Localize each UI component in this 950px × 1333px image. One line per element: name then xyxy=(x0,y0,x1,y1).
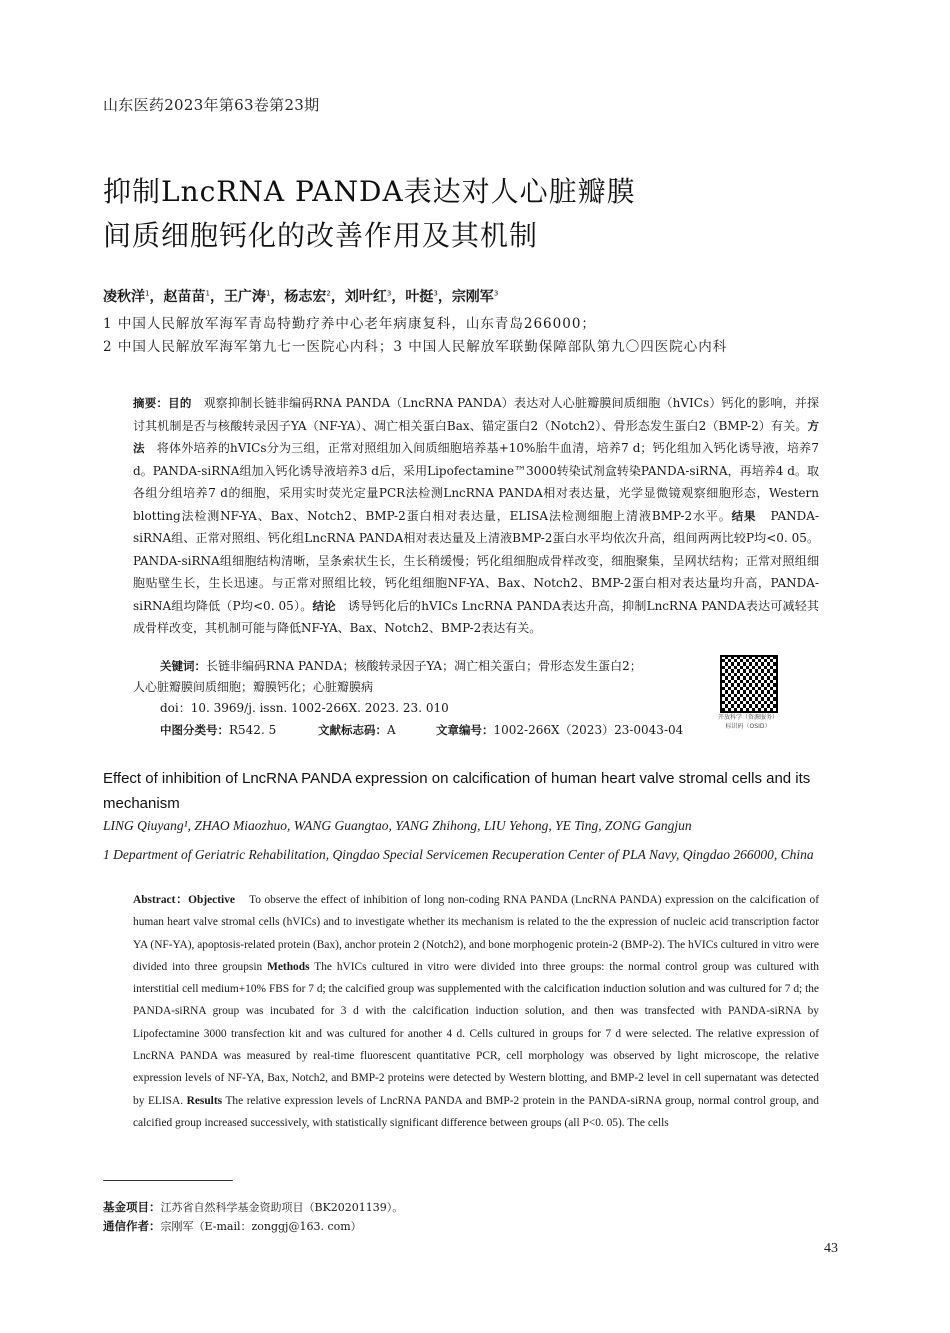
english-authors: LING Qiuyang¹, ZHAO Miaozhuo, WANG Guangtao, YANG Zhihong, LIU Yehong, YE Ting, ZONG Gangjun xyxy=(103,818,692,833)
qr-code-label: 开放科学（资源服务） 标识码（OSID） xyxy=(717,714,778,730)
title-line-1: 抑制LncRNA PANDA表达对人心脏瓣膜 xyxy=(103,175,636,208)
doi: doi：10. 3969/j. issn. 1002-266X. 2023. 23. 010 xyxy=(160,701,449,715)
author: 凌秋洋 xyxy=(103,289,145,305)
affiliation-1: 1 中国人民解放军海军青岛特勤疗养中心老年病康复科，山东青岛266000； xyxy=(103,316,596,332)
author: 赵苗苗 xyxy=(163,289,206,305)
author: 叶挺 xyxy=(405,289,434,305)
title-line-2: 间质细胞钙化的改善作用及其机制 xyxy=(103,219,539,252)
document-code: 文献标志码：A xyxy=(318,723,396,737)
page-number: 43 xyxy=(824,1241,838,1256)
english-title: Effect of inhibition of LncRNA PANDA expression on calcification of human heart valve stromal cells and its mechanism xyxy=(103,770,811,812)
abstract-english: Abstract：Objective To observe the effect of inhibition of long non-coding RNA PANDA (LncRNA PANDA) expression on the calcification of human heart valve stromal cells (hVICs) and to investigate whether its mechanism is related to the the expression of nucleic acid transcription factor YA (NF-YA), apoptosis-related protein (Bax), anchor protein 2 (Notch2), and bone morphogenic protein-2 (BMP-2). The hVICs cultured in vitro were divided into three groupsin Methods The hVICs cultured in vitro were divided into three groups: the normal control group was cultured with interstitial cell medium+10% FBS for 7 d; the calcified group was supplemented with the calcification induction solution and was cultured for 7 d; the PANDA-siRNA group was incubated for 3 d with the calcification induction solution, and then was transfected with PANDA-siRNA by Lipofectamine 3000 transfection kit and was cultured for another 4 d. Cells cultured in groups for 7 d were selected. The relative expression of LncRNA PANDA was measured by real-time fluorescent quantitative PCR, cell morphology was observed by light microscope, the relative expression levels of NF-YA, Bax, Notch2, and BMP-2 proteins were detected by Western blotting, and BMP-2 level in cell supernatant was detected by ELISA. Results The relative expression levels of LncRNA PANDA and BMP-2 protein in the PANDA-siRNA group, normal control group, and calcified group increased successively, with statistically significant difference between groups (all P<0. 05). The cells xyxy=(133,894,820,1129)
author: 刘叶红 xyxy=(344,289,387,305)
keywords-continued: 人心脏瓣膜间质细胞；瓣膜钙化；心脏瓣膜病 xyxy=(133,680,374,694)
english-affiliation: 1 Department of Geriatric Rehabilitation, Qingdao Special Servicemen Recuperation Center of PLA Navy, Qingdao 266000, China xyxy=(103,847,814,862)
funding-note: 基金项目：江苏省自然科学基金资助项目（BK20201139）。 xyxy=(103,1200,404,1214)
author: 杨志宏 xyxy=(284,289,327,305)
article-title xyxy=(103,170,636,258)
author-list: 凌秋洋$^1$，赵苗苗$^1$，王广涛$^1$，杨志宏$^2$，刘叶红$^3$，叶挺$^3$，宗刚军$^3$ xyxy=(103,289,499,305)
abstract-chinese: 摘要：目的 观察抑制长链非编码RNA PANDA（LncRNA PANDA）表达对人心脏瓣膜间质细胞（hVICs）钙化的影响，并探讨其机制是否与核酸转录因子YA（NF-YA）、凋亡相关蛋白Bax、锚定蛋白2（Notch2）、骨形态发生蛋白2（BMP-2）有关。方法 将体外培养的hVICs分为三组，正常对照组加入间质细胞培养基+10%胎牛血清，培养7 d；钙化组加入钙化诱导液，培养7 d。PANDA-siRNA组加入钙化诱导液培养3 d后，采用Lipofectamine™3000转染试剂盒转染PANDA-siRNA，再培养4 d。取各组分组培养7 d的细胞，采用实时荧光定量PCR法检测LncRNA PANDA相对表达量，光学显微镜观察细胞形态，Western blotting法检测NF-YA、Bax、Notch2、BMP-2蛋白相对表达量，ELISA法检测细胞上清液BMP-2水平。结果 PANDA-siRNA组、正常对照组、钙化组LncRNA PANDA相对表达量及上清液BMP-2蛋白水平均依次升高，组间两两比较P均<0. 05。PANDA-siRNA组细胞结构清晰，呈条索状生长，生长稍缓慢；钙化组细胞成骨样改变，细胞聚集，呈网状结构；正常对照组细胞贴壁生长，生长迅速。与正常对照组比较，钙化组细胞NF-YA、Bax、Notch2、BMP-2蛋白相对表达量均升高，PANDA-siRNA组均降低（P均<0. 05）。结论 诱导钙化后的hVICs LncRNA PANDA表达升高，抑制LncRNA PANDA表达可减轻其成骨样改变，其机制可能与降低NF-YA、Bax、Notch2、BMP-2表达有关。 xyxy=(133,396,819,635)
corresponding-author: 通信作者：宗刚军（E-mail：zonggj@163. com） xyxy=(103,1219,362,1233)
keywords: 关键词：长链非编码RNA PANDA；核酸转录因子YA；凋亡相关蛋白；骨形态发生蛋白2； xyxy=(160,659,642,673)
abstract-en-label: Abstract：Objective xyxy=(133,894,235,906)
affiliation-2: 2 中国人民解放军海军第九七一医院心内科；3 中国人民解放军联勤保障部队第九〇四医院心内科 xyxy=(103,339,728,355)
journal-header: 山东医药2023年第63卷第23期 xyxy=(103,96,320,114)
author: 宗刚军 xyxy=(451,289,494,305)
abstract-label: 摘要：目的 xyxy=(133,396,192,410)
author: 王广涛 xyxy=(223,289,266,305)
qr-code-icon[interactable] xyxy=(720,655,778,713)
classification: 中图分类号：R542. 5 xyxy=(160,723,277,737)
article-number: 文章编号：1002-266X（2023）23-0043-04 xyxy=(436,723,684,737)
footnote-divider xyxy=(103,1180,233,1181)
